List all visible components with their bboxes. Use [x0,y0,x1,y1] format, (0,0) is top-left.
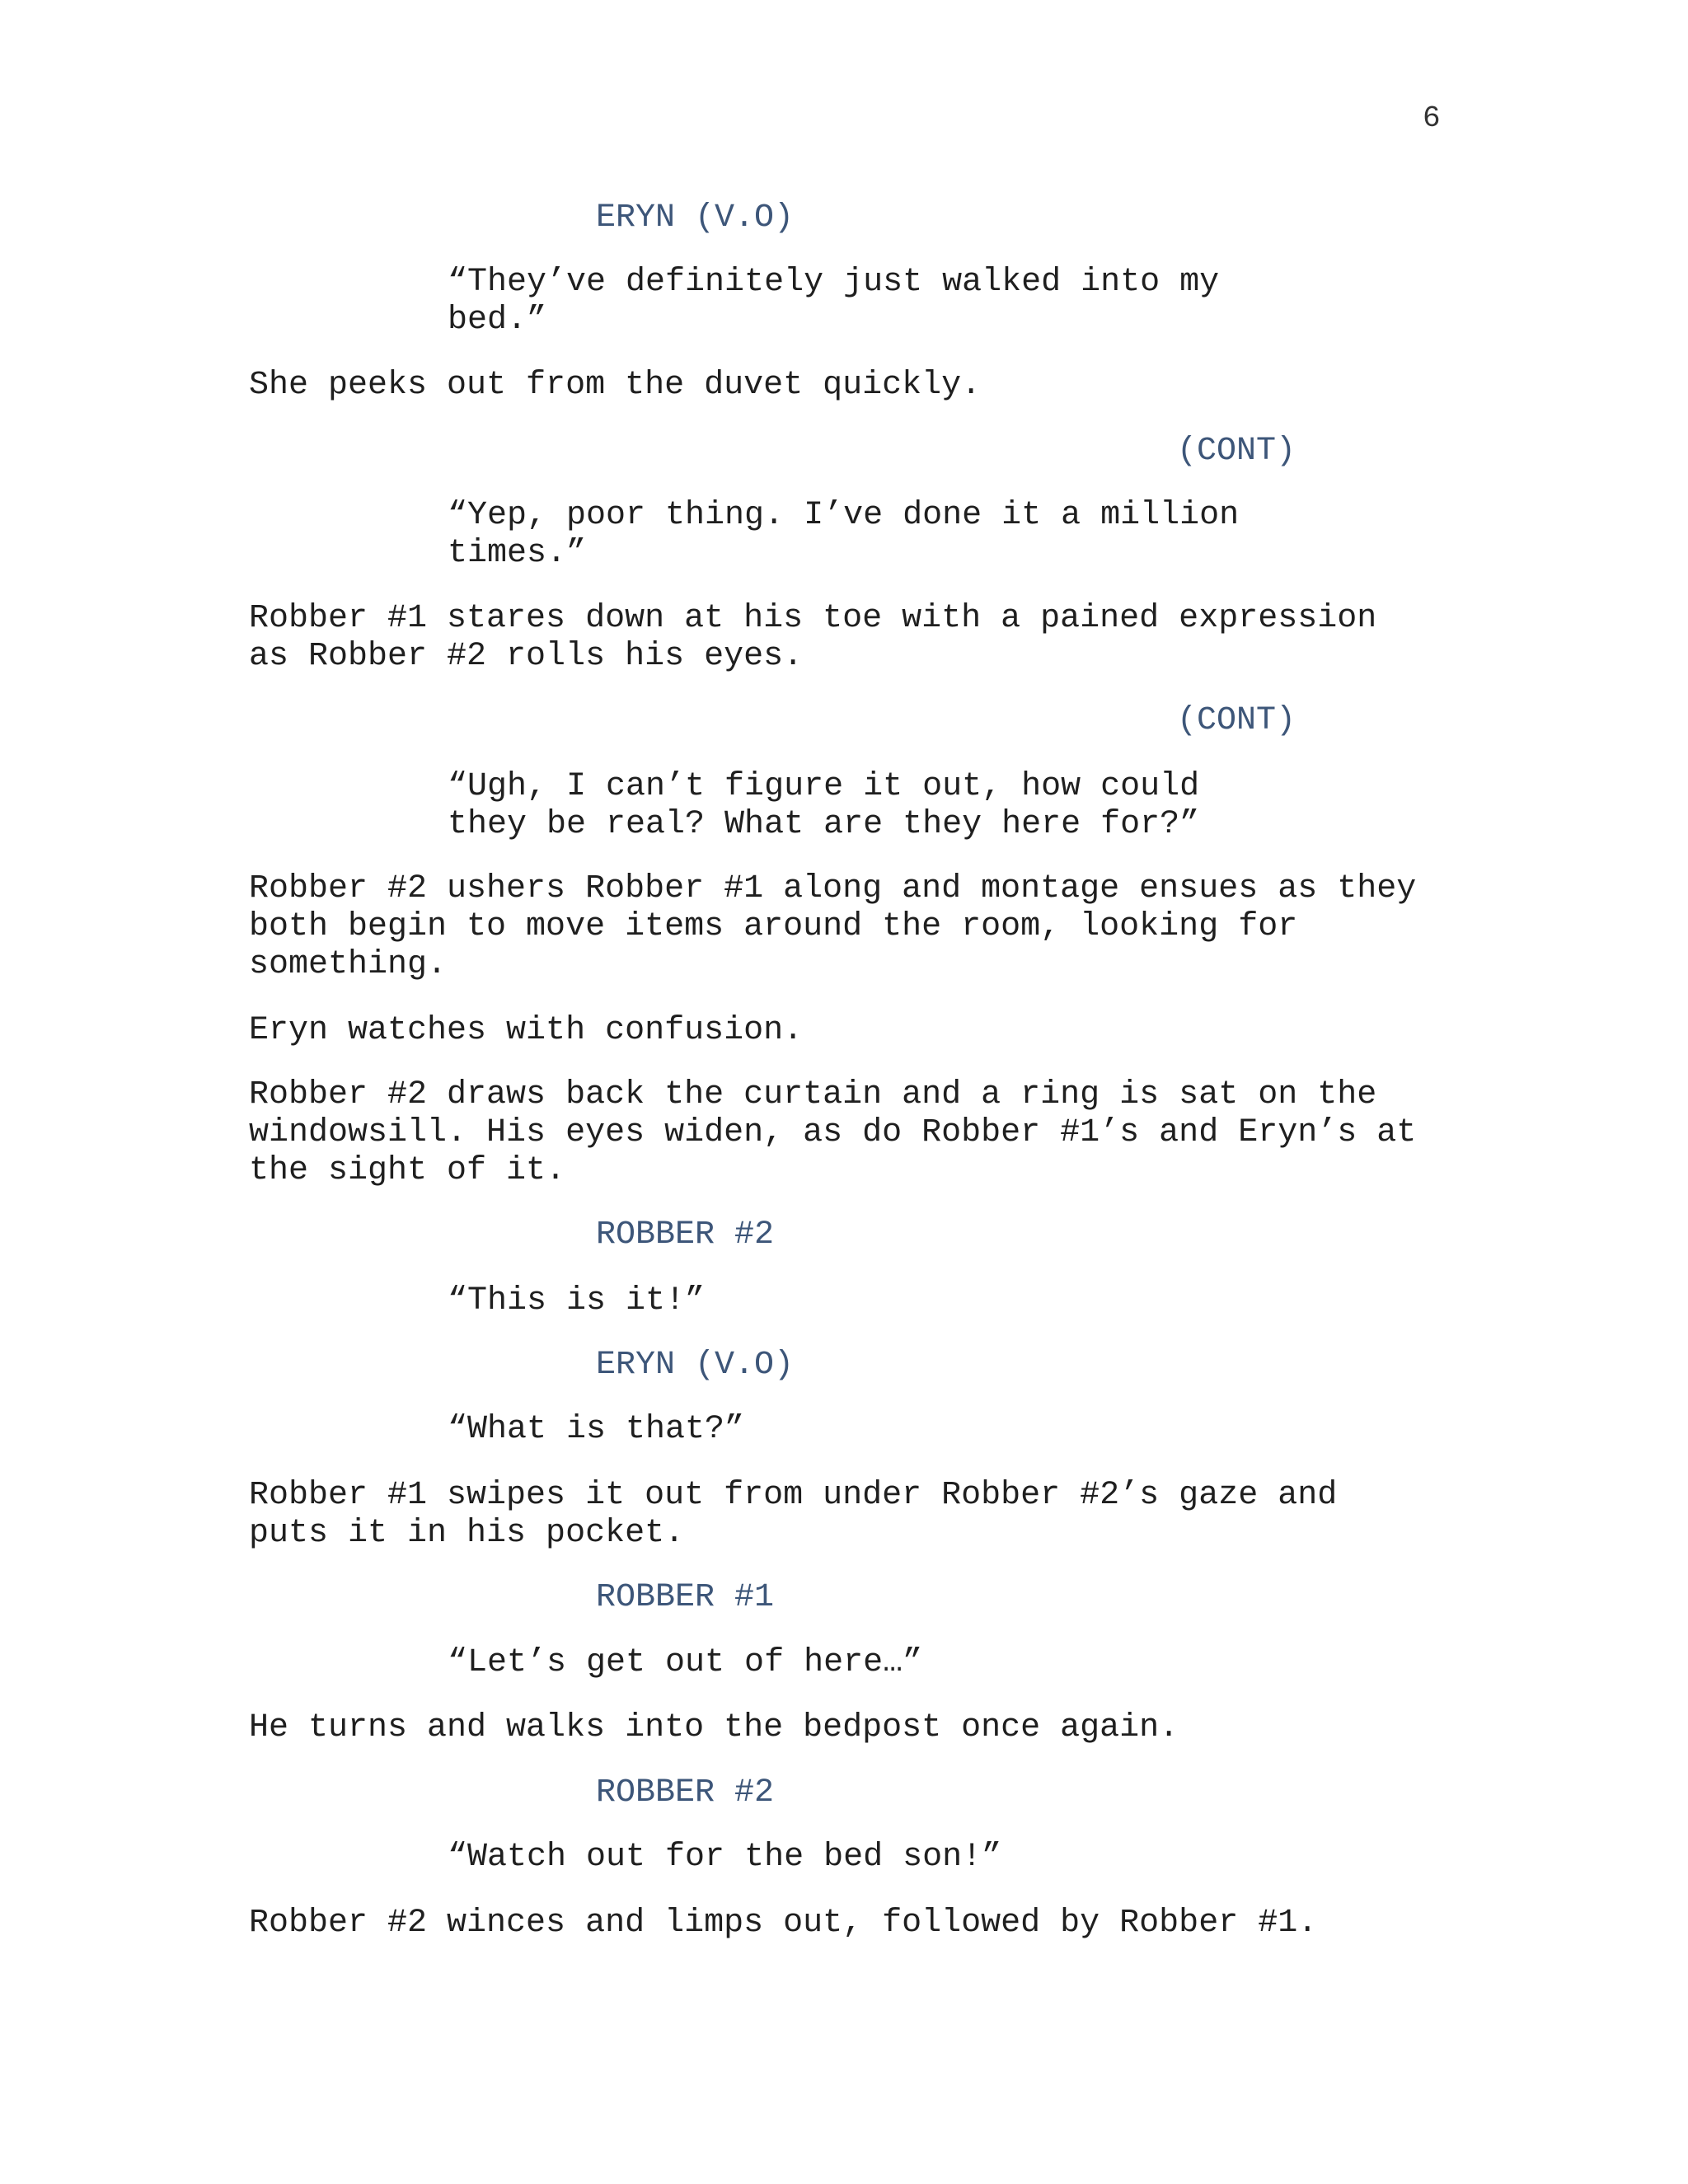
dialogue-line: they be real? What are they here for?” [448,806,1200,843]
character-cue: ROBBER #2 [596,1216,775,1254]
action-line: Robber #2 ushers Robber #1 along and montage ensues as they [249,870,1417,907]
action-line: windowsill. His eyes widen, as do Robber #1’s and Eryn’s at [249,1114,1417,1151]
dialogue-line: “Ugh, I can’t figure it out, how could [448,768,1200,805]
dialogue-line: “Let’s get out of here…” [448,1644,923,1681]
dialogue-line: bed.” [448,302,547,339]
action-line: Robber #2 winces and limps out, followed by Robber #1. [249,1905,1318,1942]
character-cue: ERYN (V.O) [596,199,795,237]
page-number: 6 [1423,101,1441,135]
dialogue-line: “Yep, poor thing. I’ve done it a million [448,497,1240,534]
action-line: something. [249,946,448,983]
dialogue-line: times.” [448,535,587,572]
action-line: puts it in his pocket. [249,1515,685,1552]
character-cue: ERYN (V.O) [596,1347,795,1384]
action-line: Robber #1 swipes it out from under Robber #2’s gaze and [249,1477,1338,1514]
continued-extension: (CONT) [1177,702,1296,739]
dialogue-line: “They’ve definitely just walked into my [448,264,1220,301]
character-cue: ROBBER #1 [596,1579,775,1616]
action-line: as Robber #2 rolls his eyes. [249,638,804,675]
action-line: He turns and walks into the bedpost once again. [249,1709,1179,1746]
action-line: Eryn watches with confusion. [249,1012,804,1049]
dialogue-line: “What is that?” [448,1411,745,1448]
dialogue-line: “This is it!” [448,1282,706,1319]
action-line: Robber #2 draws back the curtain and a ring is sat on the [249,1076,1377,1113]
character-cue: ROBBER #2 [596,1774,775,1811]
dialogue-line: “Watch out for the bed son!” [448,1839,1002,1876]
continued-extension: (CONT) [1177,433,1296,470]
action-line: Robber #1 stares down at his toe with a pained expression [249,600,1377,637]
action-line: the sight of it. [249,1152,566,1189]
action-line: both begin to move items around the room, looking for [249,908,1298,945]
action-line: She peeks out from the duvet quickly. [249,367,982,404]
